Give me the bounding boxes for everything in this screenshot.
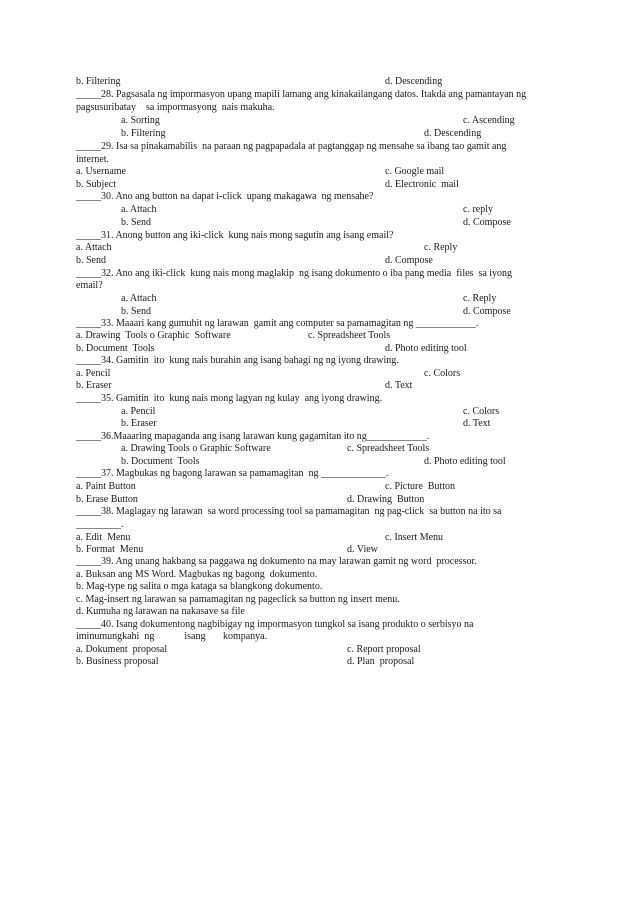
text-line: a. Attach [121,293,157,304]
text-line: b. Send [121,217,151,228]
text-line: d. Compose [463,306,511,317]
text-line: c. Reply [424,242,458,253]
text-line: d. Text [385,380,413,391]
text-line: b. Eraser [76,380,112,391]
text-line: b. Filtering [121,128,166,139]
text-line: internet. [76,154,110,165]
text-line: a. Username [76,166,126,177]
text-line: a. Buksan ang MS Word. Magbukas ng bagong dokumento. [76,569,318,580]
text-line: c. Google mail [385,166,445,177]
text-line: a. Sorting [121,115,160,126]
text-line: b. Format Menu [76,544,144,555]
text-line: _____31. Anong button ang iki-click kung nais mong sagutin ang isang email? [76,230,394,241]
text-line: a. Pencil [76,368,111,379]
text-line: c. Colors [463,406,500,417]
text-line: d. Plan proposal [347,656,415,667]
text-line: c. Ascending [463,115,515,126]
text-line: b. Send [76,255,106,266]
text-line: b. Filtering [76,76,121,87]
text-line: a. Dokument proposal [76,644,168,655]
text-line: _____33. Maaari kang gumuhit ng larawan gamit ang computer sa pamamagitan ng ____________. [76,318,479,329]
text-line: a. Edit Menu [76,532,131,543]
text-line: d. Descending [424,128,482,139]
text-line: _____32. Ano ang iki-click kung nais mong maglakip ng isang dokumento o iba pang media files sa iyong [76,268,513,279]
text-line: b. Document Tools [121,456,200,467]
text-line: b. Erase Button [76,494,138,505]
text-line: _____28. Pagsasala ng impormasyon upang mapili lamang ang kinakailangang datos. Itakda ang pamantayan ng [76,89,527,100]
text-line: d. Kumuha ng larawan na nakasave sa file [76,606,245,617]
text-line: d. Electronic mail [385,179,459,190]
text-line: iminumungkahi ng isang kompanya. [76,631,268,642]
text-line: c. Colors [424,368,461,379]
text-line: _____38. Maglagay ng larawan sa word processing tool sa pamamagitan ng pag-click sa button na ito sa [76,506,502,517]
text-line: d. View [347,544,378,555]
text-line: b. Subject [76,179,116,190]
text-line: email? [76,280,103,291]
text-line: b. Eraser [121,418,157,429]
text-line: b. Mag-type ng salita o mga kataga sa blangkong dokumento. [76,581,323,592]
text-line: b. Send [121,306,151,317]
text-line: c. Report proposal [347,644,421,655]
text-line: d. Photo editing tool [424,456,506,467]
text-line: pagsusuribatay sa impormasyong nais makuha. [76,102,275,113]
text-line: c. Mag-insert ng larawan sa pamamagitan ng pageclick sa button ng insert menu. [76,594,400,605]
text-line: a. Pencil [121,406,156,417]
text-line: d. Text [463,418,491,429]
text-line: b. Document Tools [76,343,155,354]
text-line: _____35. Gamitin ito kung nais mong lagyan ng kulay ang iyong drawing. [76,393,383,404]
text-line: d. Compose [385,255,433,266]
text-line: _____30. Ano ang button na dapat i-click upang makagawa ng mensahe? [76,191,374,202]
text-line: b. Business proposal [76,656,159,667]
text-line: c. Spreadsheet Tools [347,443,430,454]
text-line: a. Attach [76,242,112,253]
text-line: c. Insert Menu [385,532,444,543]
text-line: _____40. Isang dokumentong nagbibigay ng impormasyon tungkol sa isang produkto o serbisyo na [76,619,474,630]
text-line: d. Compose [463,217,511,228]
text-line: d. Photo editing tool [385,343,467,354]
text-line: c. Spreadsheet Tools [308,330,391,341]
text-line: _____39. Ang unang hakbang sa paggawa ng dokumento na may larawan gamit ng word processor. [76,556,477,567]
text-line: c. Picture Button [385,481,455,492]
text-line: c. Reply [463,293,497,304]
text-line: a. Paint Button [76,481,136,492]
text-line: d. Drawing Button [347,494,425,505]
text-line: a. Drawing Tools o Graphic Software [121,443,271,454]
text-line: d. Descending [385,76,443,87]
text-line: _____36.Maaaring mapaganda ang isang larawan kung gagamitan ito ng____________. [76,431,430,442]
text-line: _____37. Magbukas ng bagong larawan sa pamamagitan ng _____________. [76,468,389,479]
text-line: a. Attach [121,204,157,215]
text-line: _____34. Gamitin ito kung nais burahin ang isang bahagi ng ng iyong drawing. [76,355,399,366]
text-line: a. Drawing Tools o Graphic Software [76,330,231,341]
text-line: _____29. Isa sa pinakamabilis na paraan ng pagpapadala at pagtanggap ng mensahe sa ibang tao gamit ang [76,141,507,152]
text-line: c. reply [463,204,493,215]
text-line: _________. [76,519,124,530]
